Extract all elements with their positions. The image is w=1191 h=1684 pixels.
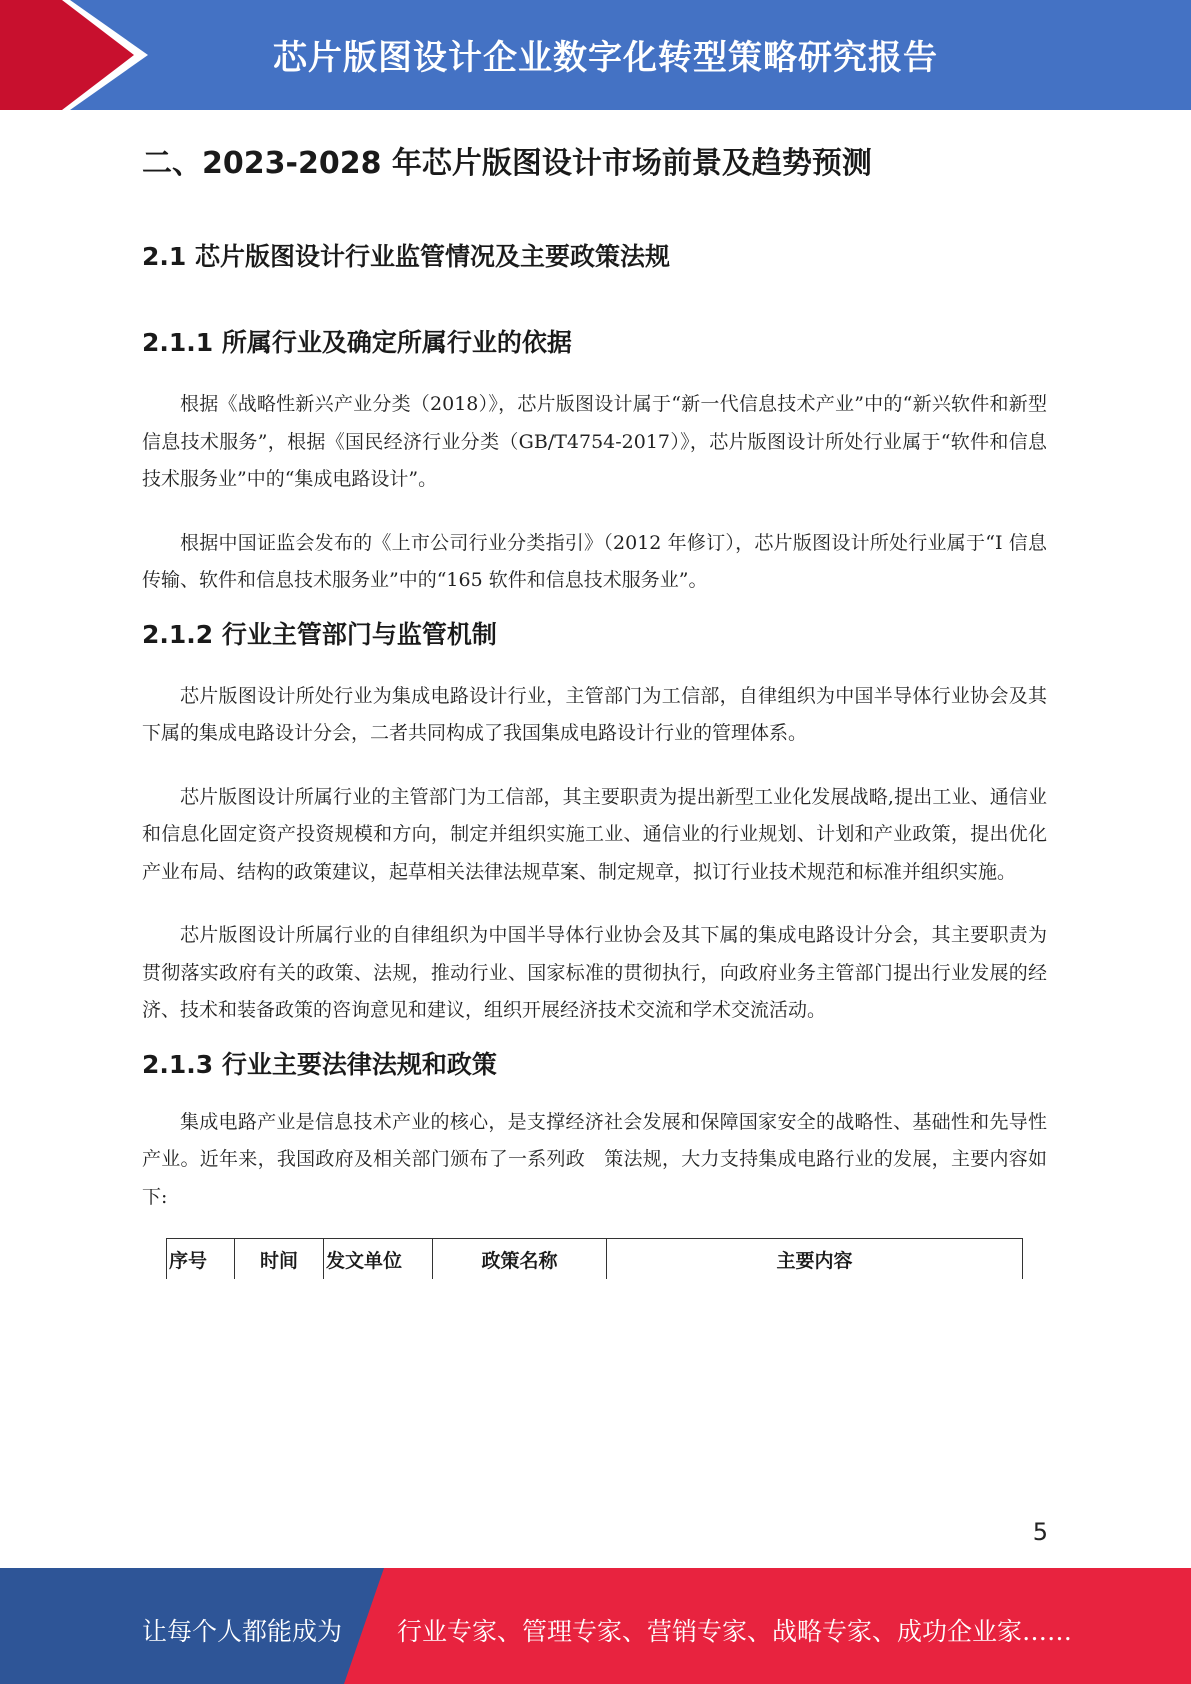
footer-slogan-left: 让每个人都能成为 [142, 1617, 343, 1646]
section-title: 2.1 芯片版图设计行业监管情况及主要政策法规 [142, 242, 670, 271]
subsection-title: 2.1.2 行业主管部门与监管机制 [142, 619, 497, 649]
paragraph: 芯片版图设计所属行业的自律组织为中国半导体行业协会及其下属的集成电路设计分会，其主要职责为贯彻落实政府有关的政策、法规，推动行业、国家标准的贯彻执行，向政府业务主管部门提出行业发展的经济、技术和装备政策的咨询意见和建议，组织开展经济技术交流和学术交流活动。 [142, 924, 1047, 1021]
paragraph: 芯片版图设计所属行业的主管部门为工信部，其主要职责为提出新型工业化发展战略,提出工业、通信业和信息化固定资产投资规模和方向，制定并组织实施工业、通信业的行业规划、计划和产业政策，提出优化产业布局、结构的政策建议，起草相关法律法规草案、制定规章，拟订行业技术规范和标准并组织实施。 [142, 785, 1047, 883]
paragraph: 集成电路产业是信息技术产业的核心，是支撑经济社会发展和保障国家安全的战略性、基础性和先导性产业。近年来，我国政府及相关部门颁布了一系列政 策法规，大力支持集成电路行业的发展，主要内容如下: [142, 1110, 1047, 1208]
page-footer [0, 1568, 1191, 1684]
table-header-cell: 时间 [235, 1239, 324, 1280]
subsection-title: 2.1.1 所属行业及确定所属行业的依据 [142, 328, 572, 357]
paragraph: 根据《战略性新兴产业分类（2018）》，芯片版图设计属于“新一代信息技术产业”中的“新兴软件和新型信息技术服务”，根据《国民经济行业分类（GB/T4754-2017）》，芯片版图设计所处行业属于“软件和信息技术服务业”中的“集成电路设计”。 [142, 393, 1047, 490]
footer-slogan-right: 行业专家、管理专家、营销专家、战略专家、成功企业家…… [397, 1617, 1073, 1646]
table-header-cell: 序号 [167, 1239, 235, 1280]
page-header [0, 0, 1191, 110]
paragraph: 芯片版图设计所处行业为集成电路设计行业，主管部门为工信部，自律组织为中国半导体行业协会及其下属的集成电路设计分会，二者共同构成了我国集成电路设计行业的管理体系。 [142, 684, 1047, 744]
table-header-cell: 政策名称 [433, 1239, 607, 1280]
chapter-title: 二、2023-2028 年芯片版图设计市场前景及趋势预测 [142, 146, 872, 181]
table-header-cell: 发文单位 [324, 1239, 433, 1280]
page-content [142, 110, 1047, 1279]
subsection-title: 2.1.3 行业主要法律法规和政策 [142, 1049, 497, 1079]
paragraph: 根据中国证监会发布的《上市公司行业分类指引》（2012 年修订），芯片版图设计所处行业属于“I 信息传输、软件和信息技术服务业”中的“165 软件和信息技术服务业”。 [142, 531, 1047, 591]
table-header-cell: 主要内容 [607, 1239, 1023, 1280]
policy-table [166, 1238, 1023, 1279]
table-header-row [167, 1239, 1023, 1280]
report-title: 芯片版图设计企业数字化转型策略研究报告 [273, 38, 938, 78]
page-number: 5 [1032, 1518, 1048, 1546]
